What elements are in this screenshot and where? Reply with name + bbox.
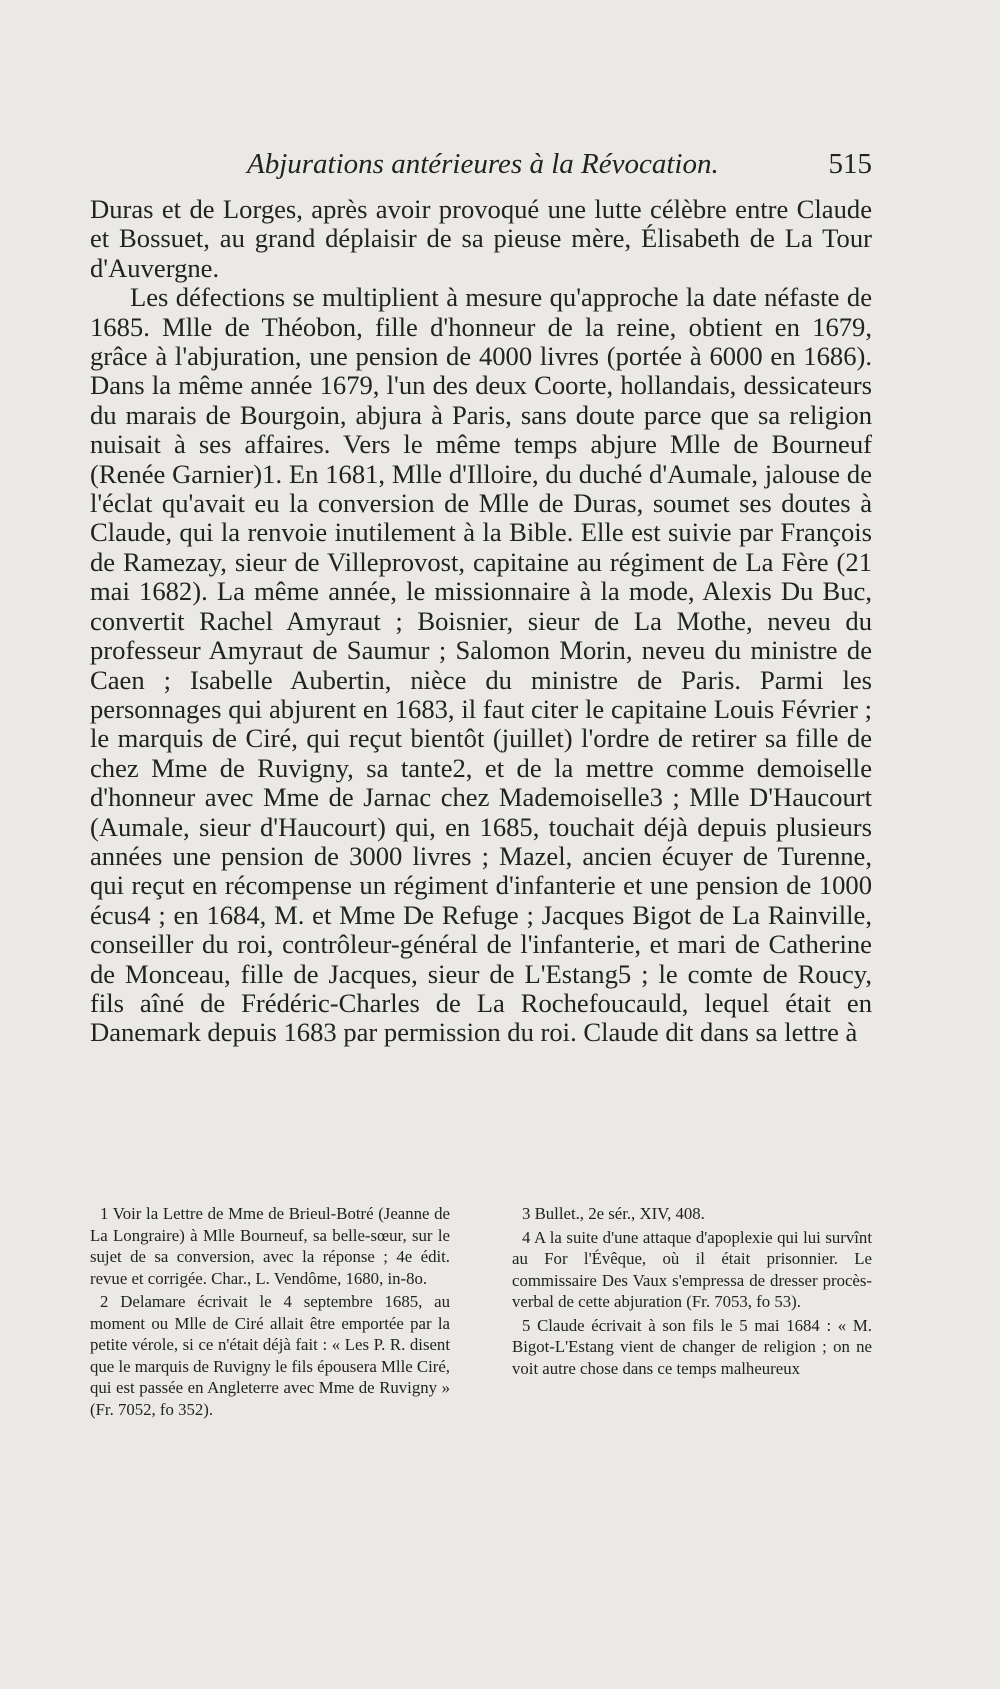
footnote: 3 Bullet., 2e sér., XIV, 408. (522, 1204, 705, 1223)
footnote-column-right (512, 1203, 872, 1422)
footnote-column-left (90, 1203, 450, 1422)
page-number: 515 (828, 148, 872, 180)
paragraph: Les défections se multiplient à mesure qu'approche la date néfaste de 1685. Mlle de Théobon, fille d'honneur de la reine, obtient en 1679, grâce à l'abjuration, une pension de 4000 livres (portée à 6000 en 1686). Dans la même année 1679, l'un des deux Coorte, hollandais, dessicateurs du marais de Bourgoin, abjura à Paris, sans doute parce que sa religion nuisait à ses affaires. Vers le même temps abjure Mlle de Bourneuf (Renée Garnier)1. En 1681, Mlle d'Illoire, du duché d'Aumale, jalouse de l'éclat qu'avait eu la conversion de Mlle de Duras, soumet ses doutes à Claude, qui la renvoie inutilement à la Bible. Elle est suivie par François de Ramezay, sieur de Villeprovost, capitaine au régiment de La Fère (21 mai 1682). La même année, le missionnaire à la mode, Alexis Du Buc, convertit Rachel Amyraut ; Boisnier, sieur de La Mothe, neveu du professeur Amyraut de Saumur ; Salomon Morin, neveu du ministre de Caen ; Isabelle Aubertin, nièce du ministre de Paris. Parmi les personnages qui abjurent en 1683, il faut citer le capitaine Louis Février ; le marquis de Ciré, qui reçut bientôt (juillet) l'ordre de retirer sa fille de chez Mme de Ruvigny, sa tante2, et de la mettre comme demoiselle d'honneur avec Mme de Jarnac chez Mademoiselle3 ; Mlle D'Haucourt (Aumale, sieur d'Haucourt) qui, en 1685, touchait déjà depuis plusieurs années une pension de 3000 livres ; Mazel, ancien écuyer de Turenne, qui reçut en récompense un régiment d'infanterie et une pension de 1000 écus4 ; en 1684, M. et Mme De Refuge ; Jacques Bigot de La Rainville, conseiller du roi, contrôleur-général de l'infanterie, et mari de Catherine de Monceau, fille de Jacques, sieur de L'Estang5 ; le comte de Roucy, fils aîné de Frédéric-Charles de La Rochefoucauld, lequel était en Danemark depuis 1683 par permission du roi. Claude dit dans sa lettre à (90, 282, 872, 1048)
footnote: 2 Delamare écrivait le 4 septembre 1685, au moment ou Mlle de Ciré allait être emportée par la petite vérole, si ce n'était déjà fait : « Les P. R. disent que le marquis de Ruvigny le fils épousera Mlle Ciré, qui est passée en Angleterre avec Mme de Ruvigny » (Fr. 7052, fo 352). (90, 1292, 450, 1419)
footnote: 1 Voir la Lettre de Mme de Brieul-Botré (Jeanne de La Longraire) à Mlle Bourneuf, sa belle-sœur, sur le sujet de sa conversion, avec la réponse ; 4e édit. revue et corrigée. Char., L. Vendôme, 1680, in-8o. (90, 1204, 450, 1288)
body-text (90, 195, 872, 1048)
footnote: 5 Claude écrivait à son fils le 5 mai 1684 : « M. Bigot-L'Estang vient de changer de religion ; on ne voit autre chose dans ce temps malheureux (512, 1315, 872, 1378)
footnote: 4 A la suite d'une attaque d'apoplexie qui lui survînt au For l'Évêque, où il était prisonnier. Le commissaire Des Vaux s'empressa de dresser procès-verbal de cette abjuration (Fr. 7053, fo 53). (512, 1227, 872, 1311)
footnotes (90, 1203, 872, 1422)
running-title: Abjurations antérieures à la Révocation. (247, 148, 719, 180)
page-header (90, 148, 872, 198)
paragraph: Duras et de Lorges, après avoir provoqué une lutte célèbre entre Claude et Bossuet, au grand déplaisir de sa pieuse mère, Élisabeth de La Tour d'Auvergne. (90, 194, 872, 283)
